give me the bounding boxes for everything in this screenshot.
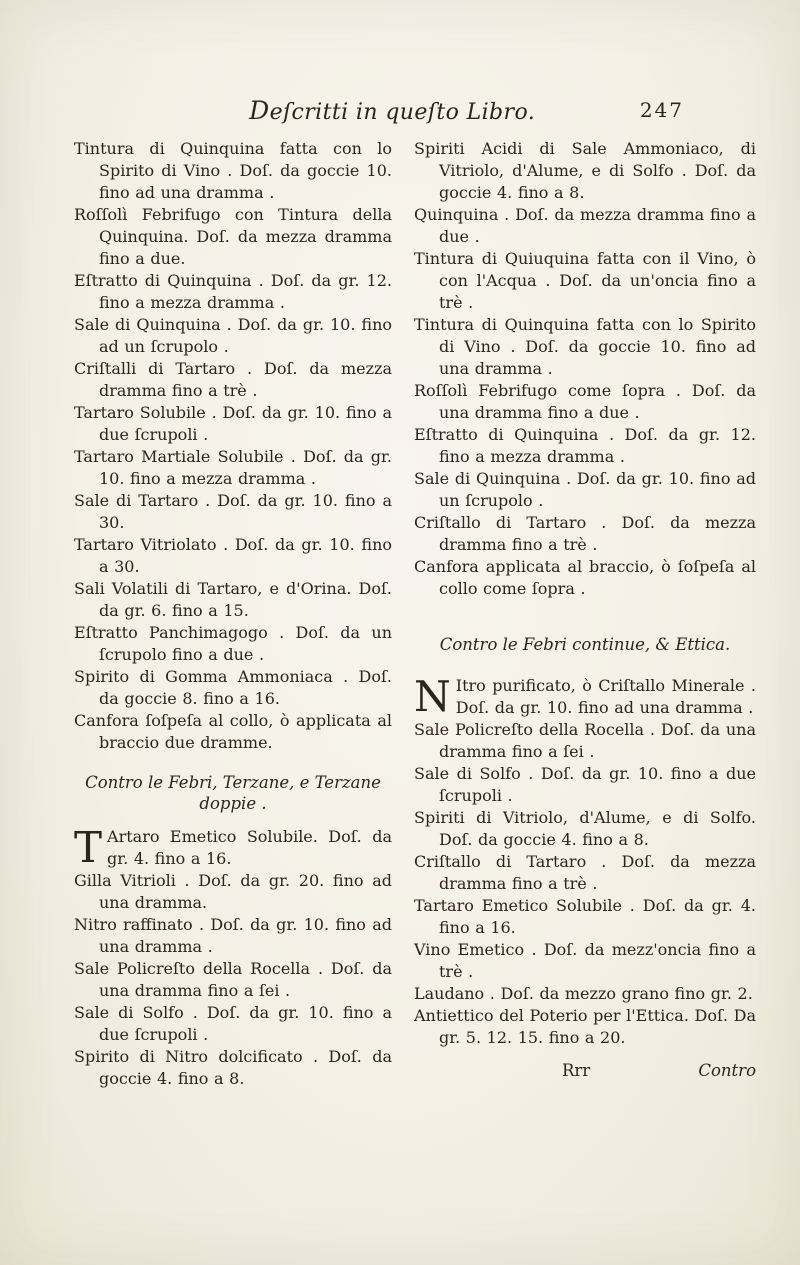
signature-mark: Rrr: [562, 1061, 591, 1080]
dosage-entry: Sale di Quinquina . Doſ. da gr. 10. fino ad un ſcrupolo .: [74, 315, 392, 356]
dosage-entry: Eſtratto Panchimagogo . Doſ. da un ſcrupolo fino a due .: [74, 623, 392, 664]
dosage-entry: Tintura di Quiuquina fatta con il Vino, ò con l'Acqua . Doſ. da un'oncia fino a trè .: [414, 249, 756, 312]
dosage-entry: Roſſolì Febrifugo con Tintura della Quinquina. Doſ. da mezza dramma fino a due.: [74, 205, 392, 268]
dosage-entry: Sale di Solfo . Doſ. da gr. 10. fino a due ſcrupoli .: [74, 1003, 392, 1044]
dosage-entry: Spiriti di Vitriolo, d'Alume, e di Solfo. Doſ. da goccie 4. fino a 8.: [414, 808, 756, 849]
dosage-entry: Tartaro Solubile . Doſ. da gr. 10. fino a due ſcrupoli .: [74, 403, 392, 444]
dosage-entry: Sale di Tartaro . Doſ. da gr. 10. fino a 30.: [74, 491, 392, 532]
dosage-entry: Sale di Quinquina . Doſ. da gr. 10. fino ad un ſcrupolo .: [414, 469, 756, 510]
text-columns: [74, 138, 756, 1090]
dosage-entry: Tintura di Quinquina fatta con lo Spirito di Vino . Doſ. da goccie 10. fino ad una dramma .: [74, 139, 392, 202]
dosage-entry: Canfora ſoſpeſa al collo, ò applicata al braccio due dramme.: [74, 711, 392, 752]
dosage-entry: Gilla Vitrioli . Doſ. da gr. 20. fino ad una dramma.: [74, 871, 392, 912]
dosage-entry: Tartaro Emetico Solubile . Doſ. da gr. 4. fino a 16.: [414, 896, 756, 937]
dosage-entry: Tintura di Quinquina fatta con lo Spirito di Vino . Doſ. da goccie 10. fino ad una dramma .: [414, 315, 756, 378]
page-number: 247: [639, 98, 684, 122]
right-column: [414, 138, 756, 1090]
dosage-entry: Sale Policreſto della Rocella . Doſ. da una dramma fino a ſei .: [414, 720, 756, 761]
dosage-entry: [74, 823, 392, 872]
dosage-entry: Eſtratto di Quinquina . Doſ. da gr. 12. fino a mezza dramma .: [414, 425, 756, 466]
dosage-entry: [414, 672, 756, 721]
dosage-entry: Spiriti Acidi di Sale Ammoniaco, di Vitriolo, d'Alume, e di Solfo . Doſ. da goccie 4. fino a 8.: [414, 139, 756, 202]
dosage-entry: Criſtalli di Tartaro . Doſ. da mezza dramma fino a trè .: [74, 359, 392, 400]
dosage-entry: Tartaro Martiale Solubile . Doſ. da gr. 10. fino a mezza dramma .: [74, 447, 392, 488]
dosage-entry: Criſtallo di Tartaro . Doſ. da mezza dramma fino a trè .: [414, 852, 756, 893]
entry-text: Artaro Emetico Solubile. Doſ. da gr. 4. fino a 16.: [107, 827, 392, 868]
dosage-entry: Vino Emetico . Doſ. da mezz'oncia fino a trè .: [414, 940, 756, 981]
dosage-entry: Canfora applicata al braccio, ò ſoſpeſa al collo come ſopra .: [414, 557, 756, 598]
drop-cap-initial: N: [414, 672, 451, 721]
dosage-entry: Antiettico del Poterio per l'Ettica. Doſ. Da gr. 5. 12. 15. fino a 20.: [414, 1006, 756, 1047]
dosage-entry: Spirito di Nitro dolcificato . Doſ. da goccie 4. fino a 8.: [74, 1047, 392, 1088]
dosage-entry: Spirito di Gomma Ammoniaca . Doſ. da goccie 8. fino a 16.: [74, 667, 392, 708]
dosage-entry: Nitro raffinato . Doſ. da gr. 10. fino ad una dramma .: [74, 915, 392, 956]
dosage-entry: Sale Policreſto della Rocella . Doſ. da una dramma fino a ſei .: [74, 959, 392, 1000]
dosage-entry: Tartaro Vitriolato . Doſ. da gr. 10. fino a 30.: [74, 535, 392, 576]
dosage-entry: Sale di Solfo . Doſ. da gr. 10. fino a due ſcrupoli .: [414, 764, 756, 805]
dosage-entry: Laudano . Doſ. da mezzo grano fino gr. 2.: [414, 984, 753, 1003]
page-footer: [414, 1061, 756, 1080]
dosage-entry: Criſtallo di Tartaro . Doſ. da mezza dramma fino a trè .: [414, 513, 756, 554]
entry-text: Itro purificato, ò Criſtallo Minerale . Doſ. da gr. 10. fino ad una dramma .: [455, 676, 756, 717]
drop-cap-initial: T: [74, 823, 103, 872]
dosage-entry: Sali Volatili di Tartaro, e d'Orina. Doſ. da gr. 6. fino a 15.: [74, 579, 392, 620]
page-header: [74, 96, 756, 130]
section-heading-terzane: Contro le Febri, Terzane, e Terzane doppie .: [85, 773, 381, 813]
dosage-entry: Quinquina . Doſ. da mezza dramma fino a due .: [414, 205, 756, 246]
dosage-entry: Eſtratto di Quinquina . Doſ. da gr. 12. fino a mezza dramma .: [74, 271, 392, 312]
left-column: [74, 138, 392, 1090]
running-title: Deſcritti in queſto Libro.: [249, 96, 536, 125]
catchword: Contro: [698, 1061, 756, 1080]
section-heading-continue-ettica: Contro le Febri continue, & Ettica.: [439, 635, 731, 654]
dosage-entry: Roſſolì Febrifugo come ſopra . Doſ. da una dramma fino a due .: [414, 381, 756, 422]
